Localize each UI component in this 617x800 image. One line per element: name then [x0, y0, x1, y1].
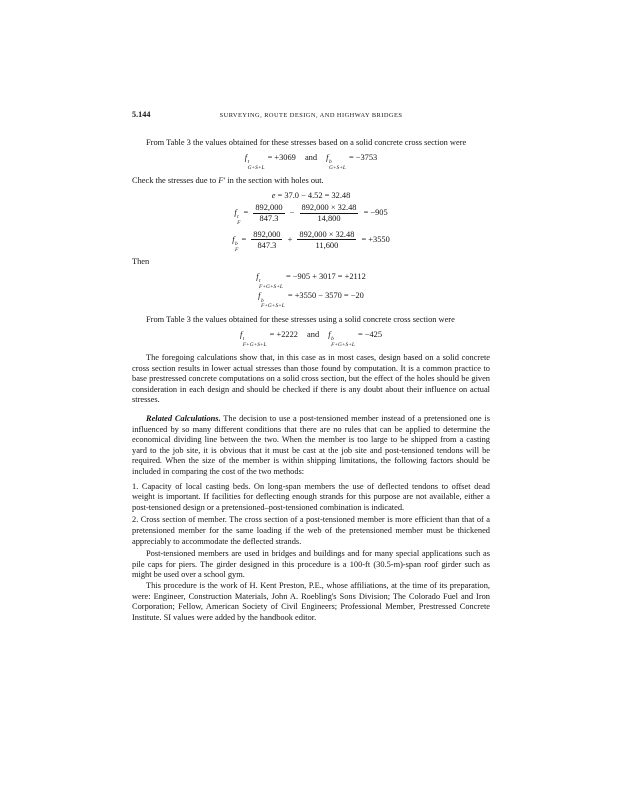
math-superscript: t	[259, 278, 261, 285]
equation-fb-F	[132, 230, 490, 253]
fraction	[300, 203, 359, 223]
math-supsub	[237, 215, 240, 226]
list-item-2: 2. Cross section of member. The cross section of a post-tensioned member is more efficient than that of a pretensioned member for the same loading if the web of the pretensioned member must be thickened appreciably to accommodate the deflected strands.	[132, 515, 490, 546]
math-supsub	[248, 160, 265, 171]
paragraph-intro1: From Table 3 the values obtained for these stresses based on a solid concrete cross section were	[146, 138, 467, 147]
math-rhs: = −3753	[348, 153, 378, 163]
math-var-f	[256, 271, 284, 290]
fraction-denominator: 847.3	[259, 214, 279, 224]
check-text-pre: Check the stresses due to	[132, 176, 219, 186]
math-result: = +3550	[361, 234, 390, 244]
equals-sign: =	[243, 208, 249, 217]
math-var: f	[234, 208, 237, 217]
math-subscript: F+G+S+L	[260, 303, 285, 310]
math-result: = −905	[363, 208, 388, 217]
fraction-numerator: 892,000	[253, 229, 281, 239]
equation-fgsl-bottom	[132, 291, 490, 309]
running-head-title: SURVEYING, ROUTE DESIGN, AND HIGHWAY BRIDGES	[219, 112, 403, 119]
conjunction-and: and	[307, 329, 320, 339]
math-var: f	[244, 153, 248, 163]
math-rhs: = −425	[357, 329, 383, 339]
math-subscript: G+S+L	[328, 164, 346, 171]
math-var-f	[258, 291, 286, 310]
paragraph-foregoing: The foregoing calculations show that, in this case as in most cases, design based on a solid concrete cross section results in lower actual stresses than those found by computation. It is a common practice to base prestressed concrete computations on a solid cross section, but the effect of the holes should be given consideration in each design and should be checked if there is any doubt about their influence on actual stresses.	[132, 353, 490, 405]
math-supsub	[329, 160, 346, 171]
paragraph-intro2: From Table 3 the values obtained for these stresses using a solid concrete cross section were	[146, 314, 455, 324]
math-superscript: t	[247, 159, 250, 166]
math-supsub	[243, 337, 267, 348]
equals-sign: =	[241, 234, 247, 244]
math-var: f	[232, 234, 235, 244]
operator-plus: +	[287, 234, 293, 244]
math-subscript: F+G+S+L	[259, 283, 283, 290]
fraction	[297, 230, 356, 250]
fraction-numerator: 892,000	[255, 203, 283, 213]
math-supsub	[261, 299, 285, 310]
math-supsub	[235, 242, 238, 253]
math-var-f-top	[244, 153, 266, 171]
math-subscript: F+G+S+L	[242, 341, 267, 348]
math-superscript: t	[242, 336, 245, 343]
related-calculations-body: The decision to use a post-tensioned member instead of a pretensioned one is influenced by so many different conditions that there are no rules that can be applied to determine the economical dividing line between the two. When the member is too large to be shipped from a casting yard to the job site, it is obvious that it must be cast at the job site and post-tensioned tendons will be required. When the size of the member is within shipping limitations, the following factors should be included in comparing the cost of the two methods:	[132, 414, 490, 476]
page-number: 5.144	[132, 110, 151, 119]
paragraph-then: Then	[132, 256, 150, 266]
equation-stresses-gsl	[132, 153, 490, 171]
math-var: f	[326, 153, 329, 163]
math-superscript: b	[235, 241, 238, 248]
math-subscript: F	[237, 219, 241, 226]
math-superscript: b	[260, 297, 264, 304]
related-calculations-heading: Related Calculations.	[146, 414, 221, 424]
equation-eccentricity	[132, 191, 490, 200]
equation-fgsl-top	[132, 272, 490, 290]
math-rhs: = −905 + 3017 = +2112	[285, 271, 366, 281]
math-var: f	[256, 271, 259, 281]
page-content	[132, 110, 490, 623]
math-supsub	[259, 279, 283, 290]
math-var: f	[328, 329, 331, 339]
fraction-numerator: 892,000 × 32.48	[299, 229, 355, 239]
paragraph-post-tensioned-uses: Post-tensioned members are used in bridges and buildings and for many special applications such as pile caps for piers. The girder designed in this procedure is a 100-ft (30.5-m)-span roof girder such as might be used over a school gym.	[132, 549, 490, 580]
paragraph-check	[132, 176, 490, 187]
math-rhs: = +3069	[267, 153, 296, 163]
math-rhs: = 37.0 − 4.52 = 32.48	[277, 190, 351, 200]
paragraph-credits: This procedure is the work of H. Kent Preston, P.E., whose affiliations, at the time of its preparation, were: Engineer, Construction Materials, John A. Roebling's Sons Division; The Colorado Fuel and Iron Corporation; Fellow, American Society of Civil Engineers; Professional Member, Prestressed Concrete Institute. SI values were added by the handbook editor.	[132, 580, 490, 622]
conjunction-and: and	[304, 153, 318, 163]
math-supsub	[331, 337, 355, 348]
check-text-post: in the section with holes out.	[225, 176, 324, 186]
fraction-denominator: 11,600	[315, 240, 339, 250]
math-var-f	[239, 329, 268, 348]
math-var-F-prime: F′	[218, 176, 226, 186]
math-subscript: G+S+L	[247, 164, 265, 171]
math-var-e: e	[271, 190, 276, 200]
math-var-f	[232, 234, 239, 253]
fraction-denominator: 847.3	[257, 240, 277, 250]
math-superscript: b	[328, 159, 332, 166]
math-var-f	[328, 329, 356, 348]
math-subscript: F	[235, 246, 239, 253]
math-var-f-bottom	[326, 153, 347, 171]
math-rhs: = +3550 − 3570 = −20	[287, 291, 364, 301]
math-var: f	[258, 291, 261, 301]
operator-minus: −	[289, 208, 295, 217]
math-superscript: b	[331, 336, 334, 343]
math-subscript: F+G+S+L	[331, 341, 355, 348]
fraction	[251, 230, 282, 250]
equation-solid-section	[132, 330, 490, 348]
math-var-f	[234, 208, 241, 226]
fraction-numerator: 892,000 × 32.48	[301, 203, 357, 213]
fraction	[253, 203, 284, 223]
math-superscript: t	[237, 214, 239, 221]
math-var: f	[239, 329, 243, 339]
fraction-denominator: 14,800	[317, 214, 341, 224]
paragraph-related-calculations	[132, 414, 490, 478]
page-header	[132, 110, 490, 121]
list-item-1: 1. Capacity of local casting beds. On long-span members the use of deflected tendons to offset dead weight is important. If facilities for deflecting enough strands for this purpose are not available, either a post-tensioned design or a pretensioned–post-tensioned combination is indicated.	[132, 481, 490, 512]
math-rhs: = +2222	[269, 329, 298, 339]
equation-ft-F	[132, 203, 490, 226]
